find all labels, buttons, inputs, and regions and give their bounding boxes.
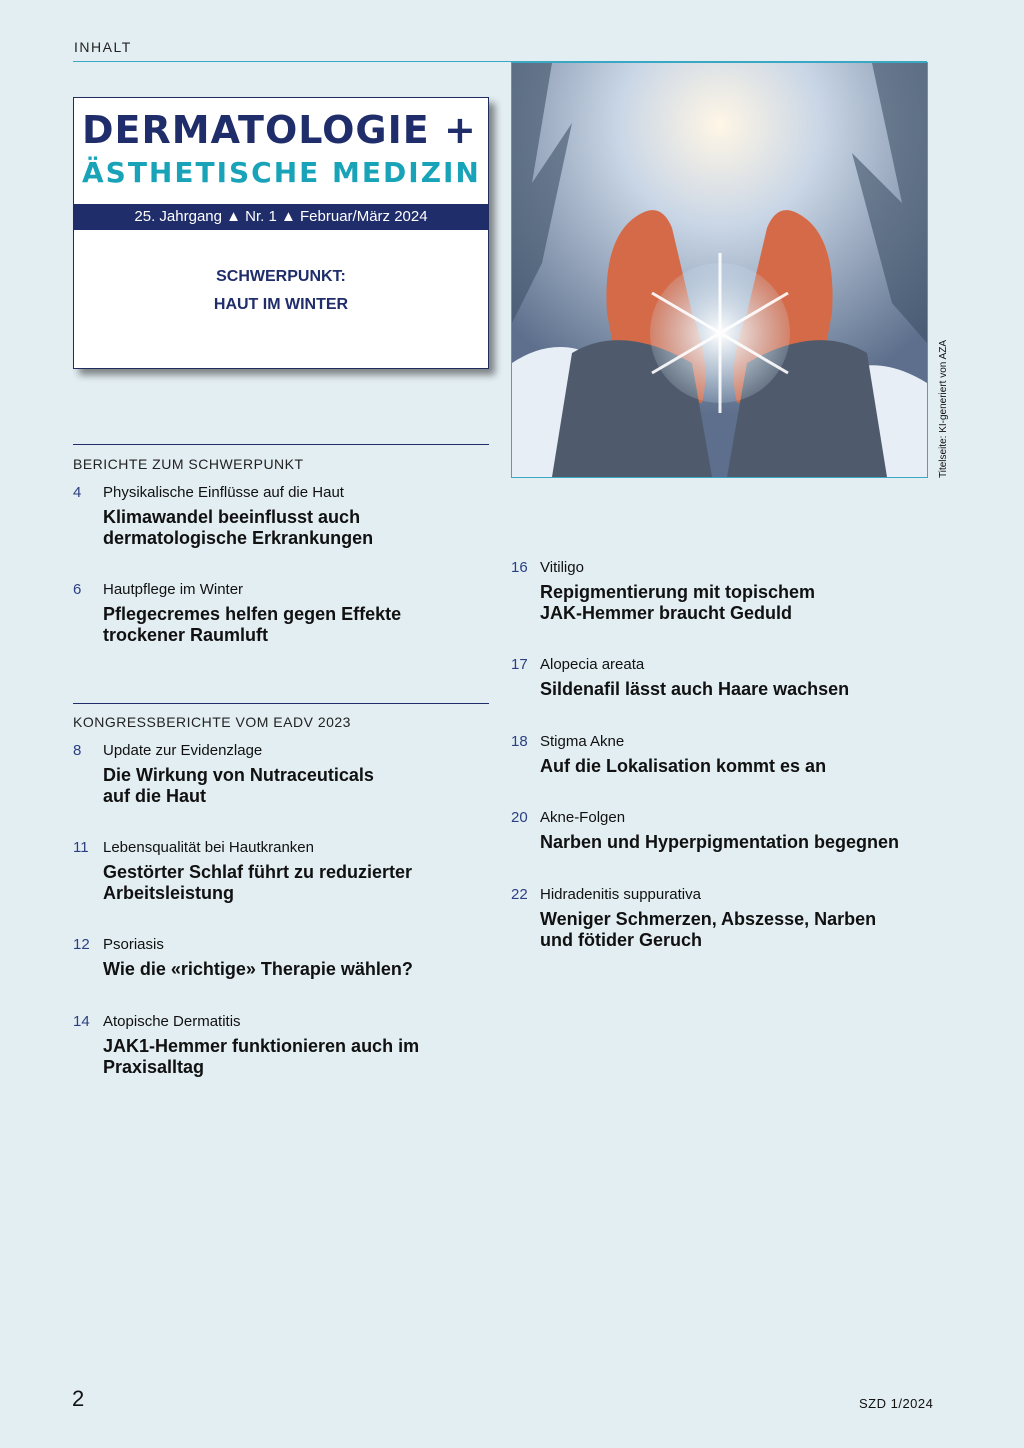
entry-kicker: Stigma Akne [540,733,625,750]
section-title: BERICHTE ZUM SCHWERPUNKT [73,456,304,472]
entry-kicker: Physikalische Einflüsse auf die Haut [103,484,344,501]
entry-kicker: Vitiligo [540,559,584,576]
entry-title-line: JAK-Hemmer braucht Geduld [540,603,793,623]
cover-image [511,62,928,478]
entry-title [103,1036,493,1078]
entry-page: 14 [73,1013,90,1030]
entry-page: 11 [73,839,89,856]
entry-kicker: Psoriasis [103,936,164,953]
focus-topic [74,263,488,319]
section-header: INHALT [74,39,132,55]
entry-title-line: Klimawandel beeinflusst auch [103,507,361,527]
entry-title [103,862,493,904]
entry-title-line: dermatologische Erkrankungen [103,528,374,548]
entry-title-line: Praxisalltag [103,1057,205,1077]
entry-page: 20 [511,809,528,826]
focus-line1: SCHWERPUNKT: [216,268,346,285]
entry-title-line: Pflegecremes helfen gegen Effekte [103,604,402,624]
entry-title-line: Auf die Lokalisation kommt es an [540,756,827,776]
entry-page: 4 [73,484,82,501]
entry-page: 12 [73,936,90,953]
entry-kicker: Akne-Folgen [540,809,626,826]
entry-kicker: Hidradenitis suppurativa [540,886,701,903]
magazine-title-line2: ÄSTHETISCHE MEDIZIN [82,156,481,189]
section-rule [73,703,489,704]
entry-title [540,909,930,951]
section-rule [73,444,489,445]
entry-title-line: und fötider Geruch [540,930,702,950]
cover-credit: Titelseite: KI-generiert von AZA [938,339,949,478]
page-number: 2 [72,1386,85,1411]
entry-title-line: trockener Raumluft [103,625,269,645]
entry-title-line: Die Wirkung von Nutraceuticals [103,765,374,785]
entry-title-line: auf die Haut [103,786,207,806]
issue-band: 25. Jahrgang ▲ Nr. 1 ▲ Februar/März 2024 [74,204,488,230]
magazine-title-line1: DERMATOLOGIE + [82,108,477,152]
masthead-box [73,97,489,369]
issue-reference: SZD 1/2024 [859,1396,934,1411]
entry-page: 17 [511,656,528,673]
entry-page: 8 [73,742,82,759]
entry-title [103,765,493,807]
entry-title-line: Weniger Schmerzen, Abszesse, Narben [540,909,877,929]
entry-title-line: Sildenafil lässt auch Haare wachsen [540,679,850,699]
entry-page: 18 [511,733,528,750]
entry-title [103,959,493,980]
entry-kicker: Hautpflege im Winter [103,581,244,598]
entry-title [540,756,930,777]
cover-illustration [512,63,927,477]
entry-kicker: Alopecia areata [540,656,645,673]
entry-title [540,679,930,700]
entry-title-line: JAK1-Hemmer funktionieren auch im [103,1036,420,1056]
section-title: KONGRESSBERICHTE VOM EADV 2023 [73,714,351,730]
entry-title [103,507,493,549]
entry-page: 6 [73,581,82,598]
entry-title [540,582,930,624]
entry-title-line: Wie die «richtige» Therapie wählen? [103,959,413,979]
entry-title-line: Arbeitsleistung [103,883,235,903]
entry-title-line: Narben und Hyperpigmentation begegnen [540,832,900,852]
focus-line2: HAUT IM WINTER [213,296,349,313]
entry-kicker: Update zur Evidenzlage [103,742,263,759]
entry-kicker: Lebensqualität bei Hautkranken [103,839,314,856]
entry-title [540,832,930,853]
entry-title-line: Repigmentierung mit topischem [540,582,816,602]
entry-page: 16 [511,559,528,576]
entry-page: 22 [511,886,528,903]
entry-title [103,604,493,646]
entry-title-line: Gestörter Schlaf führt zu reduzierter [103,862,413,882]
entry-kicker: Atopische Dermatitis [103,1013,241,1030]
